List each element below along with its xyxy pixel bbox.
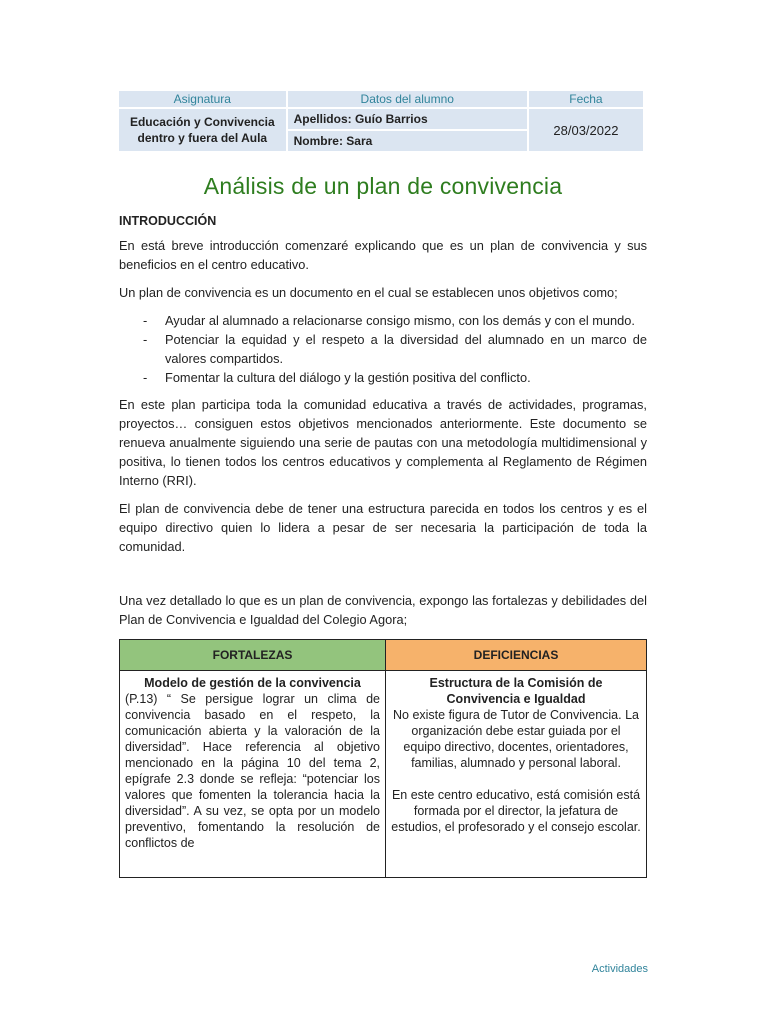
header-col-subject: Asignatura: [119, 91, 286, 107]
document-page: [119, 89, 647, 878]
list-item: - Fomentar la cultura del diálogo y la gestión positiva del conflicto.: [143, 370, 531, 385]
intro-paragraph-3: En este plan participa toda la comunidad educativa a través de actividades, programas, proyectos… consiguen estos objetivos mencionados anteriormente. Este documento se renueva anualmente siguiendo una serie de pautas con una metodología multidimensional y positiva, lo tienen todos los centros educativos y complementa al Reglamento de Régimen Interno (RRI).: [119, 397, 647, 488]
cell-gap: [391, 771, 641, 787]
strengths-cell: [120, 671, 386, 878]
document-title: Análisis de un plan de convivencia: [203, 173, 563, 199]
strengths-heading: Modelo de gestión de la convivencia: [144, 676, 361, 690]
list-item: - Ayudar al alumnado a relacionarse consigo mismo, con los demás y con el mundo.: [143, 313, 635, 328]
footer-label: Actividades: [591, 963, 648, 975]
dash-bullet: -: [143, 332, 148, 347]
name-cell: Nombre: Sara: [288, 131, 527, 151]
date-cell: 28/03/2022: [529, 109, 643, 151]
intro-heading: INTRODUCCIÓN: [119, 214, 217, 228]
deficiencies-cell: [386, 671, 647, 878]
deficiencies-text-2: En este centro educativo, está comisión está formada por el director, la jefatura de estudios, el profesorado y el consejo escolar.: [391, 788, 641, 834]
comparison-table: [119, 639, 647, 878]
strengths-content: [125, 675, 380, 873]
deficiencies-heading: Estructura de la Comisión de Convivencia e Igualdad: [429, 676, 603, 706]
subject-cell: Educación y Convivencia dentro y fuera del Aula: [119, 109, 286, 151]
intro-paragraph-5: Una vez detallado lo que es un plan de convivencia, expongo las fortalezas y debilidades del Plan de Convivencia e Igualdad del Colegio Agora;: [119, 593, 647, 627]
deficiencies-header: DEFICIENCIAS: [386, 640, 647, 671]
strengths-text: (P.13) “ Se persigue lograr un clima de convivencia basado en el respeto, la comunicación abierta y la valoración de la diversidad”. Hace referencia al objetivo mencionado en la página 10 del tema 2, epígrafe 2.3 donde se refleja: “potenciar los valores que fomenten la tolerancia hacia la diversidad”. A su vez, se opta por un modelo preventivo, fomentando la resolución de conflictos de: [125, 692, 380, 850]
intro-paragraph-2: Un plan de convivencia es un documento en el cual se establecen unos objetivos como;: [119, 285, 618, 300]
objectives-list: [119, 311, 647, 387]
section-spacer: [119, 565, 647, 591]
header-table: [117, 89, 645, 153]
header-col-student: Datos del alumno: [288, 91, 527, 107]
dash-bullet: -: [143, 370, 148, 385]
intro-paragraph-1: En está breve introducción comenzaré explicando que es un plan de convivencia y sus beneficios en el centro educativo.: [119, 238, 647, 272]
deficiencies-text-1: No existe figura de Tutor de Convivencia. La organización debe estar guiada por el equipo directivo, docentes, orientadores, familias, alumnado y personal laboral.: [393, 708, 639, 770]
header-col-date: Fecha: [529, 91, 643, 107]
intro-paragraph-4: El plan de convivencia debe de tener una estructura parecida en todos los centros y es el equipo directivo quien lo lidera a pesar de ser necesaria la participación de toda la comunidad.: [119, 501, 647, 554]
surname-cell: Apellidos: Guío Barrios: [288, 109, 527, 129]
dash-bullet: -: [143, 313, 148, 328]
list-item: - Potenciar la equidad y el respeto a la diversidad del alumnado en un marco de valores compartidos.: [143, 332, 647, 366]
strengths-header: FORTALEZAS: [120, 640, 386, 671]
